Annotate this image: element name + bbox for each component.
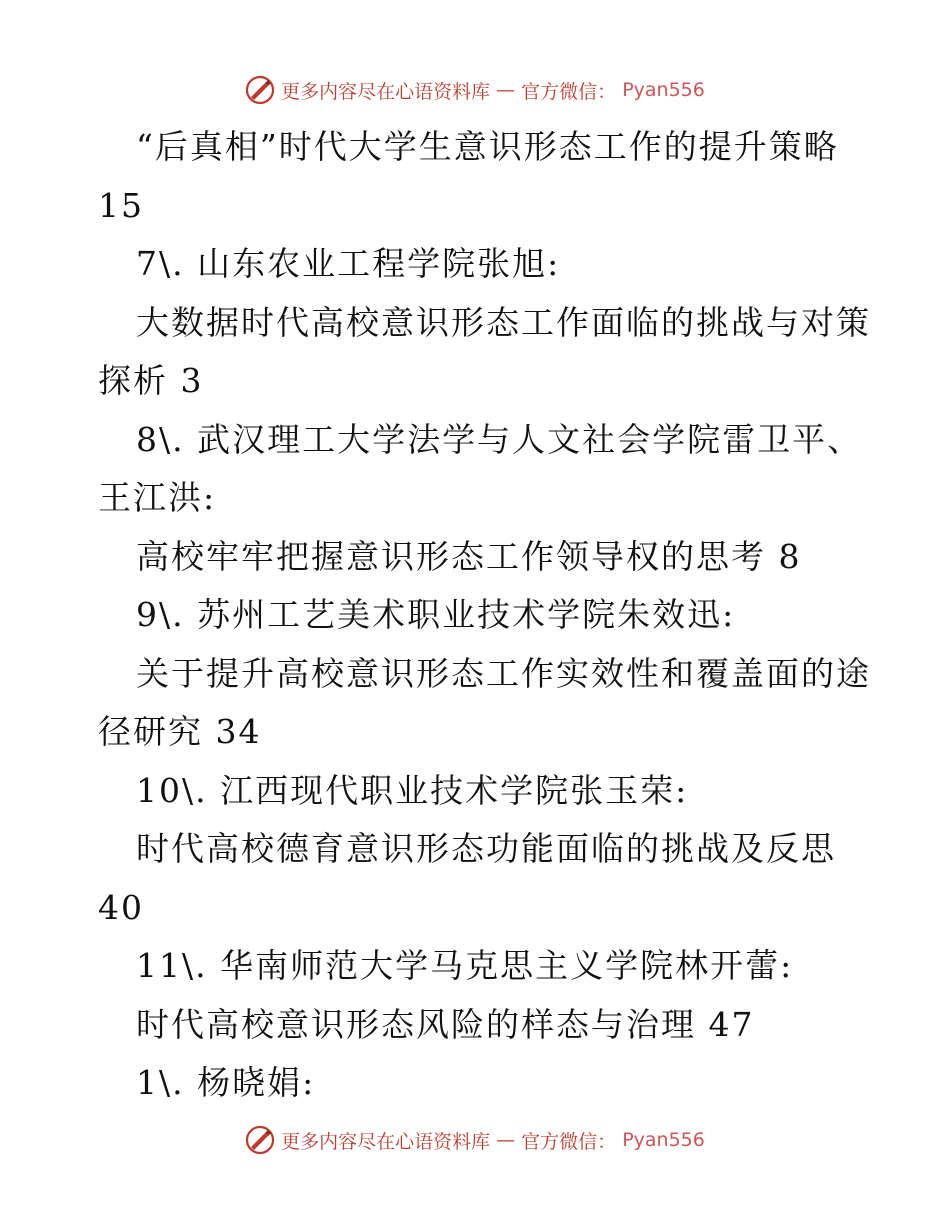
- text-line: 高校牢牢把握意识形态工作领导权的思考 8: [136, 536, 802, 576]
- text-line: 8\. 武汉理工大学法学与人文社会学院雷卫平、: [136, 419, 863, 459]
- text-line: 15: [98, 185, 144, 225]
- watermark-header: [0, 70, 950, 110]
- watermark-footer: [0, 1120, 950, 1160]
- watermark-wechat-id: Pyan556: [622, 1129, 705, 1151]
- text-line: 7\. 山东农业工程学院张旭:: [136, 244, 561, 283]
- text-line: 大数据时代高校意识形态工作面临的挑战与对策: [136, 302, 871, 342]
- watermark-wechat-id: Pyan556: [622, 79, 705, 101]
- pen-logo-icon: [245, 1125, 275, 1155]
- text-line: 关于提升高校意识形态工作实效性和覆盖面的途: [136, 653, 871, 693]
- text-line: 时代高校德育意识形态功能面临的挑战及反思: [136, 829, 836, 868]
- watermark-suffix: 官方微信：: [521, 1130, 617, 1153]
- watermark-text: 更多内容尽在心语资料库: [281, 80, 491, 103]
- text-line: 时代高校意识形态风险的样态与治理 47: [136, 1004, 755, 1044]
- text-line: 径研究 34: [98, 712, 262, 751]
- text-line: 11\. 华南师范大学马克思主义学院林开蕾:: [136, 946, 794, 985]
- text-line: 10\. 江西现代职业技术学院张玉荣:: [136, 770, 689, 810]
- text-line: 1\. 杨晓娟:: [136, 1063, 316, 1102]
- text-line: 9\. 苏州工艺美术职业技术学院朱效迅:: [136, 595, 736, 634]
- pen-logo-icon: [245, 75, 275, 105]
- text-line: 40: [98, 887, 144, 927]
- document-body: [98, 118, 871, 1113]
- watermark-separator: —: [496, 1129, 516, 1151]
- watermark-suffix: 官方微信：: [521, 80, 617, 103]
- watermark-text: 更多内容尽在心语资料库: [281, 1130, 491, 1153]
- watermark-separator: —: [496, 79, 516, 101]
- text-line: 王江洪:: [98, 478, 217, 517]
- text-line: “后真相”时代大学生意识形态工作的提升策略: [136, 127, 839, 166]
- text-line: 探析 3: [98, 361, 204, 400]
